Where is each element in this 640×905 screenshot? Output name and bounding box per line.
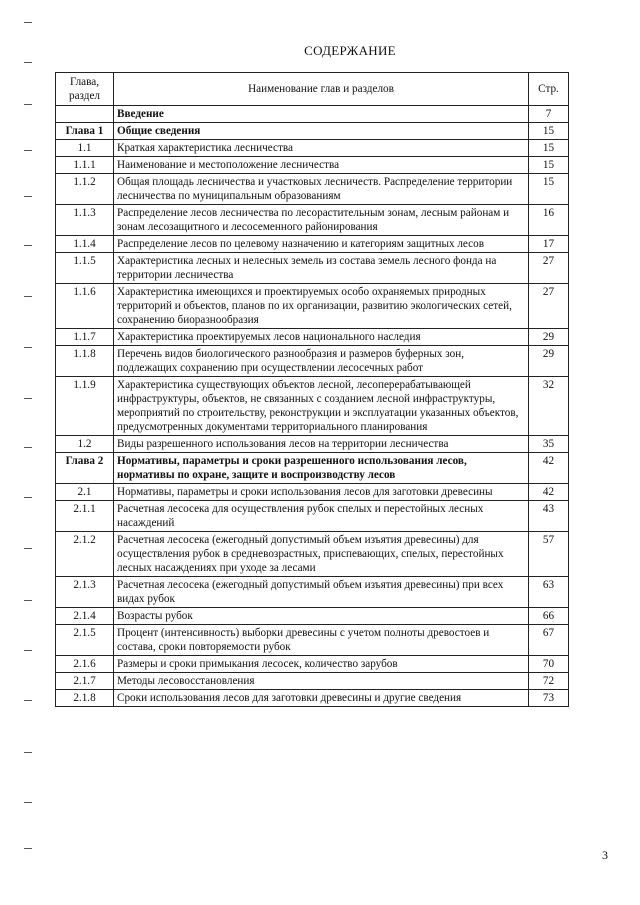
toc-row-number: 1.1.2 [56, 174, 114, 205]
header-chapter: Глава, раздел [56, 73, 114, 106]
toc-row-page: 15 [529, 140, 569, 157]
toc-row-title: Характеристика проектируемых лесов национального наследия [114, 329, 529, 346]
toc-row-page: 70 [529, 656, 569, 673]
toc-row [56, 377, 569, 436]
toc-body [56, 106, 569, 707]
toc-row [56, 140, 569, 157]
toc-row [56, 205, 569, 236]
toc-row-page: 7 [529, 106, 569, 123]
toc-row-title: Возрасты рубок [114, 608, 529, 625]
toc-row-title: Наименование и местоположение лесничества [114, 157, 529, 174]
toc-row [56, 608, 569, 625]
toc-row-title: Виды разрешенного использования лесов на территории лесничества [114, 436, 529, 453]
toc-row-page: 16 [529, 205, 569, 236]
toc-row-title: Характеристика имеющихся и проектируемых особо охраняемых природных территорий и объектов, планов по их организации, развитию экологических сетей, сохранению биоразнообразия [114, 284, 529, 329]
toc-row-number: 1.1 [56, 140, 114, 157]
toc-row-page: 35 [529, 436, 569, 453]
toc-row-page: 42 [529, 453, 569, 484]
toc-row-number: 1.1.4 [56, 236, 114, 253]
toc-row-page: 27 [529, 253, 569, 284]
toc-row-number: 2.1.8 [56, 690, 114, 707]
toc-row-title: Расчетная лесосека (ежегодный допустимый объем изъятия древесины) при всех видах рубок [114, 577, 529, 608]
toc-row-number: 2.1 [56, 484, 114, 501]
toc-header-row [56, 73, 569, 106]
toc-row-number: 2.1.1 [56, 501, 114, 532]
toc-row-number: 1.1.3 [56, 205, 114, 236]
toc-row [56, 532, 569, 577]
toc-row [56, 123, 569, 140]
toc-row-page: 43 [529, 501, 569, 532]
toc-row-page: 15 [529, 123, 569, 140]
toc-row-number [56, 106, 114, 123]
toc-row-number: 1.1.9 [56, 377, 114, 436]
toc-row-number: 1.1.6 [56, 284, 114, 329]
toc-row-number: 1.2 [56, 436, 114, 453]
toc-row-number: 2.1.2 [56, 532, 114, 577]
toc-row [56, 106, 569, 123]
toc-row-title: Характеристика существующих объектов лесной, лесоперерабатывающей инфраструктуры, объектов, не связанных с созданием лесной инфраструктуры, мероприятий по строительству, реконструкции и эксплуатации указанных объектов, предусмотренных документами территориального планирования [114, 377, 529, 436]
toc-row-number: 1.1.5 [56, 253, 114, 284]
page-number: 3 [602, 848, 608, 862]
toc-row-page: 15 [529, 174, 569, 205]
toc-row-page: 63 [529, 577, 569, 608]
toc-row-page: 29 [529, 329, 569, 346]
toc-row [56, 484, 569, 501]
toc-row-page: 27 [529, 284, 569, 329]
toc-row [56, 577, 569, 608]
toc-row [56, 236, 569, 253]
toc-row-number: 1.1.1 [56, 157, 114, 174]
toc-row [56, 673, 569, 690]
header-page: Стр. [529, 73, 569, 106]
toc-row [56, 157, 569, 174]
toc-row-page: 42 [529, 484, 569, 501]
toc-row [56, 453, 569, 484]
toc-row-page: 15 [529, 157, 569, 174]
toc-row [56, 656, 569, 673]
toc-row-title: Нормативы, параметры и сроки использования лесов для заготовки древесины [114, 484, 529, 501]
toc-row-page: 73 [529, 690, 569, 707]
toc-row [56, 501, 569, 532]
toc-row-title: Общая площадь лесничества и участковых лесничеств. Распределение территории лесничества по муниципальным образованиям [114, 174, 529, 205]
toc-row-title: Расчетная лесосека для осуществления рубок спелых и перестойных лесных насаждений [114, 501, 529, 532]
toc-row-title: Распределение лесов по целевому назначению и категориям защитных лесов [114, 236, 529, 253]
toc-row-number: 2.1.6 [56, 656, 114, 673]
toc-row-title: Нормативы, параметры и сроки разрешенного использования лесов, нормативы по охране, защите и воспроизводству лесов [114, 453, 529, 484]
toc-row-page: 57 [529, 532, 569, 577]
page-title: СОДЕРЖАНИЕ [304, 43, 396, 58]
toc-row-number: 2.1.7 [56, 673, 114, 690]
toc-row-number: 1.1.8 [56, 346, 114, 377]
toc-row-page: 67 [529, 625, 569, 656]
toc-row [56, 436, 569, 453]
binding-margin-marks [0, 0, 40, 905]
toc-row-title: Характеристика лесных и нелесных земель из состава земель лесного фонда на территории лесничества [114, 253, 529, 284]
toc-row [56, 253, 569, 284]
toc-row-title: Распределение лесов лесничества по лесорастительным зонам, лесным районам и зонам лесозащитного и лесосеменного районирования [114, 205, 529, 236]
toc-row-title: Сроки использования лесов для заготовки древесины и другие сведения [114, 690, 529, 707]
toc-row-page: 29 [529, 346, 569, 377]
toc-row [56, 625, 569, 656]
toc-row-title: Общие сведения [114, 123, 529, 140]
toc-row-page: 32 [529, 377, 569, 436]
toc-row [56, 346, 569, 377]
toc-row-title: Краткая характеристика лесничества [114, 140, 529, 157]
toc-row-title: Методы лесовосстановления [114, 673, 529, 690]
toc-row-title: Перечень видов биологического разнообразия и размеров буферных зон, подлежащих сохранению при осуществлении лесосечных работ [114, 346, 529, 377]
toc-row [56, 690, 569, 707]
toc-row-title: Введение [114, 106, 529, 123]
toc-row-number: Глава 2 [56, 453, 114, 484]
toc-row [56, 329, 569, 346]
toc-row-number: 1.1.7 [56, 329, 114, 346]
toc-row-number: 2.1.3 [56, 577, 114, 608]
toc-row-title: Расчетная лесосека (ежегодный допустимый объем изъятия древесины) для осуществления рубок в средневозрастных, приспевающих, спелых, перестойных лесных насаждениях при уходе за лесами [114, 532, 529, 577]
toc-row-number: Глава 1 [56, 123, 114, 140]
toc-row-page: 72 [529, 673, 569, 690]
toc-table [55, 72, 569, 707]
toc-row [56, 284, 569, 329]
toc-row [56, 174, 569, 205]
toc-row-number: 2.1.4 [56, 608, 114, 625]
toc-row-page: 17 [529, 236, 569, 253]
toc-row-page: 66 [529, 608, 569, 625]
header-name: Наименование глав и разделов [114, 73, 529, 106]
toc-row-title: Процент (интенсивность) выборки древесины с учетом полноты древостоев и состава, сроки повторяемости рубок [114, 625, 529, 656]
toc-row-title: Размеры и сроки примыкания лесосек, количество зарубов [114, 656, 529, 673]
toc-row-number: 2.1.5 [56, 625, 114, 656]
